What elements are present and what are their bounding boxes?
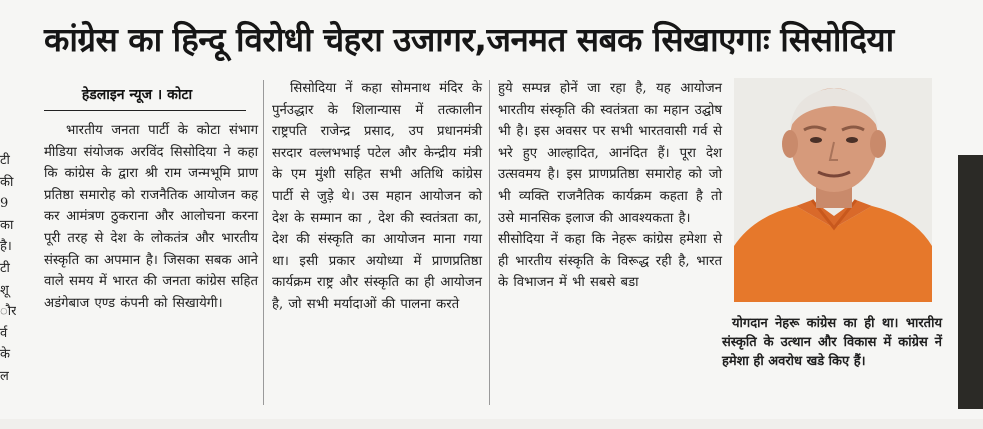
fragment-line: 9 <box>0 196 9 212</box>
column-divider <box>263 80 264 405</box>
column-divider <box>489 80 490 405</box>
page-bottom-edge <box>0 419 983 429</box>
fragment-line: शू <box>0 282 9 298</box>
adjacent-column-fragments <box>0 150 16 388</box>
fragment-line: टी <box>0 153 10 168</box>
fragment-line: टी <box>0 260 10 276</box>
adjacent-photo-edge <box>958 155 983 409</box>
headline: कांग्रेस का हिन्दू विरोधी चेहरा उजागर,जनमत सबक सिखाएगाः सिसोदिया <box>44 20 894 59</box>
fragment-line: ल <box>0 368 9 384</box>
portrait-photo-icon <box>734 78 932 302</box>
fragment-line: ौर <box>0 304 16 320</box>
photo-caption: योगदान नेहरू कांग्रेस का ही था। भारतीय संस्कृति के उत्थान और विकास में कांग्रेस नें हमेशा ही अवरोध खडे किए हैं। <box>722 316 942 369</box>
article-column-3: हुये सम्पन्न होनें जा रहा है, यह आयोजन भारतीय संस्कृति की स्वतंत्रता का महान उद्घोष भी है। इस अवसर पर सभी भारतवासी गर्व से भरे हुए आल्हादित, आनंदित हैं। पूरा देश उत्सवमय है। इस प्राणप्रतिष्ठा समारोह को जो भी व्यक्ति राजनैतिक कार्यक्रम कहता है तो उसे मानसिक इलाज की आवश्यकता है। सीसोदिया नें कहा कि नेहरू कांग्रेस हमेशा से ही भारतीय संस्कृति के विरूद्ध रही है, भारत के विभाजन में भी सबसे बडा <box>498 81 722 291</box>
fragment-line: र्व <box>0 325 8 341</box>
fragment-line: की <box>0 174 14 190</box>
fragment-line: के <box>0 347 10 363</box>
byline-underline <box>44 110 246 111</box>
byline: हेडलाइन न्यूज । कोटा <box>81 87 193 103</box>
article-column-2: सिसोदिया नें कहा सोमनाथ मंदिर के पुर्नउद्धार के शिलान्यास में तत्कालीन राष्ट्रपति राजेन्द्र प्रसाद, उप प्रधानमंत्री सरदार वल्लभभाई पटेल और केन्द्रीय मंत्री के एम मुंशी सहित सभी अतिथि कांग्रेस पार्टी से जुड़े थे। उस महान आयोजन को देश के सम्मान का , देश की स्वतंत्रता का, देश की संस्कृति का आयोजन माना गया था। इसी प्रकार अयोध्या में प्राणप्रतिष्ठा कार्यक्रम राष्ट्र और संस्कृति का ही आयोजन है, जो सभी मर्यादाओं की पालना करते <box>272 81 482 312</box>
fragment-line: है। <box>0 239 12 255</box>
article-column-1: भारतीय जनता पार्टी के कोटा संभाग मीडिया संयोजक अरविंद सिसोदिया ने कहा कि कांग्रेस के द्वारा श्री राम जन्मभूमि प्राण प्रतिष्ठा समारोह को राजनैतिक आयोजन कह कर आमंत्रण ठुकराना और आलोचना करना पूरी तरह से देश के लोकतंत्र और भारतीय संस्कृति का अपमान है। जिसका सबक आने वाले समय में भारत की जनता कांग्रेस सहित अडंगेबाज एण्ड कंपनी को सिखायेगी। <box>44 123 258 311</box>
portrait-illustration <box>734 78 932 302</box>
fragment-line: का <box>0 217 14 233</box>
